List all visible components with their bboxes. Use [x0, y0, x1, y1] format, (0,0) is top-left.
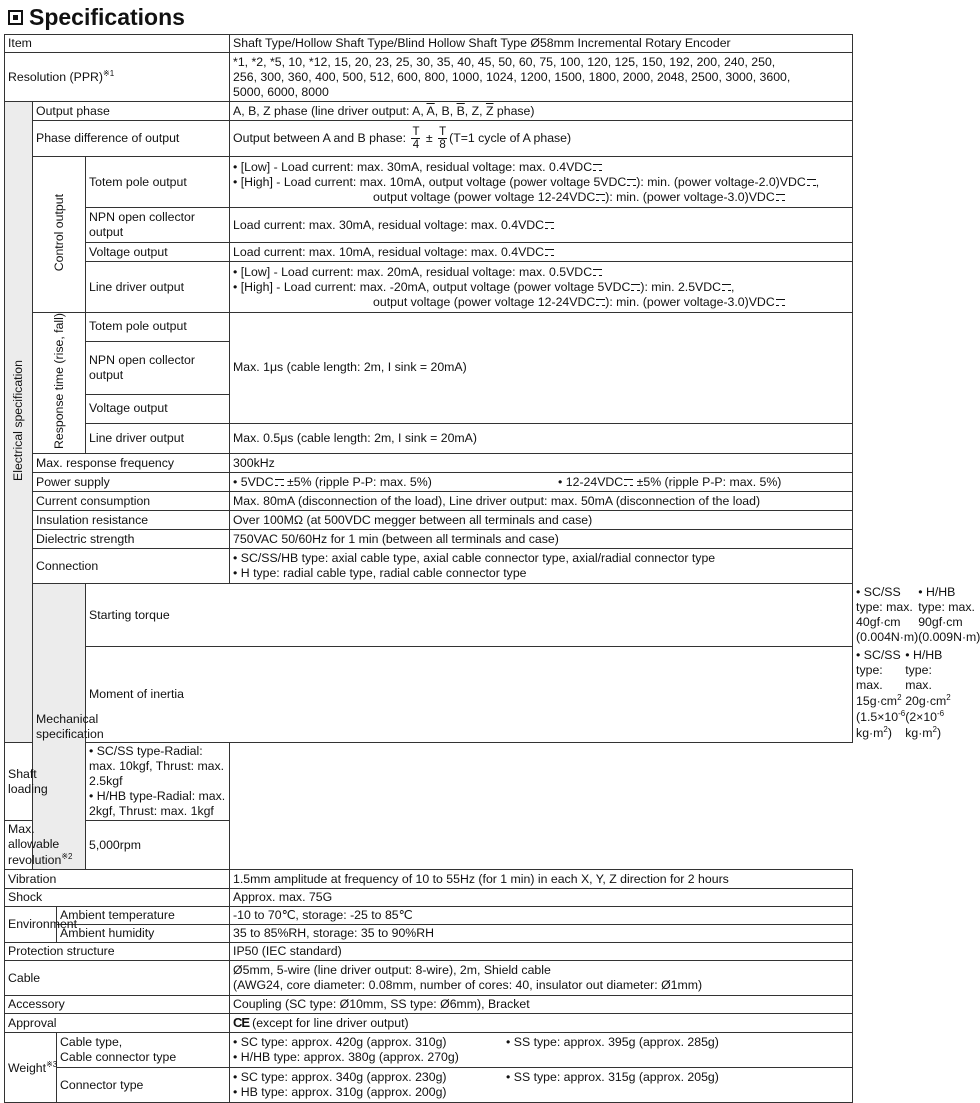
- page-title: Specifications: [29, 3, 185, 30]
- footnote-mark: ※2: [61, 852, 73, 862]
- table-row: [5, 821, 853, 870]
- fraction-t4: $\frac{T}{4}$: [412, 125, 420, 151]
- dc-symbol-icon: [545, 249, 554, 256]
- table-row: Moment of inertia • SC/SS type: max. $15g\cdot cm^2$ ($1.5\times 10^{-6}$ $kg\cdot m^2$) • H/HB type: max. $20g\cdot cm^2$ ($2\times 10^{-6}$ $kg\cdot m^2$): [5, 647, 853, 743]
- specifications-table: [4, 34, 980, 1103]
- starting-torque-label: Starting torque: [86, 584, 853, 647]
- table-row: [5, 492, 853, 511]
- dc-symbol-icon: [722, 284, 731, 291]
- approval-label: Approval: [5, 1014, 230, 1033]
- table-row: [5, 262, 853, 313]
- table-row: Mechanical specification Starting torque • SC/SS type: max. 40gf·cm (0.004N·m) • H/HB type: max. 90gf·cm (0.009N·m): [5, 584, 853, 647]
- line-driver-label: Line driver output: [86, 262, 230, 313]
- table-row: [5, 1068, 853, 1103]
- protection-label: Protection structure: [5, 943, 230, 961]
- shock-label: Shock: [5, 889, 230, 907]
- dc-symbol-icon: [596, 194, 605, 201]
- vibration-label: Vibration: [5, 870, 230, 889]
- max-revolution-value: 5,000rpm: [86, 821, 230, 870]
- moment-inertia-label: Moment of inertia: [86, 647, 853, 743]
- dielectric-value: 750VAC 50/60Hz for 1 min (between all terminals and case): [230, 530, 853, 549]
- shaft-loading-value: • SC/SS type-Radial: max. 10kgf, Thrust: max. 2.5kgf • H/HB type-Radial: max. 2kgf, Thrust: max. 1kgf: [86, 743, 230, 821]
- totem-pole-value: • [Low] - Load current: max. 30mA, residual voltage: max. 0.4VDC • [High] - Load current: max. 10mA, output voltage (power voltage 5VDC ): min. (power voltage-2.0)VDC , output voltage (power voltage 12-24VDC ): min. (power voltage-3.0)VDC: [230, 157, 853, 208]
- table-row: [5, 511, 853, 530]
- table-row: [5, 157, 853, 208]
- table-row: [5, 121, 853, 157]
- table-row: [5, 313, 853, 342]
- cable-type-label: Cable type, Cable connector type: [57, 1033, 230, 1068]
- table-row: [5, 961, 853, 996]
- dc-symbol-icon: [596, 299, 605, 306]
- weight-group: Weight$^{※3}$: [5, 1033, 57, 1103]
- totem-pole-label: Totem pole output: [86, 157, 230, 208]
- rt-totem-label: Totem pole output: [86, 313, 230, 342]
- table-row: [5, 423, 853, 453]
- connector-type-weight-value: • SC type: approx. 340g (approx. 230g) • SS type: approx. 315g (approx. 205g) • HB type: approx. 310g (approx. 200g): [230, 1068, 853, 1103]
- dc-symbol-icon: [275, 479, 284, 486]
- electrical-spec-group: Electrical specification: [5, 102, 33, 743]
- footnote-mark: ※3: [46, 1059, 58, 1069]
- table-row: [5, 53, 853, 102]
- dc-symbol-icon: [593, 269, 602, 276]
- current-consumption-label: Current consumption: [33, 492, 230, 511]
- rt-line-driver-label: Line driver output: [86, 423, 230, 453]
- table-row: [5, 743, 853, 821]
- environment-group: Environment: [5, 907, 57, 943]
- protection-value: IP50 (IEC standard): [230, 943, 853, 961]
- ambient-humidity-label: Ambient humidity: [57, 925, 230, 943]
- ambient-temperature-value: -10 to 70℃, storage: -25 to 85℃: [230, 907, 853, 925]
- table-row: [5, 454, 853, 473]
- control-output-group: Control output: [33, 157, 86, 313]
- dc-symbol-icon: [807, 179, 816, 186]
- voltage-output-label: Voltage output: [86, 243, 230, 262]
- cable-label: Cable: [5, 961, 230, 996]
- max-revolution-label: Max. allowable revolution$^{※2}$: [5, 821, 57, 870]
- dielectric-label: Dielectric strength: [33, 530, 230, 549]
- response-time-group: Response time (rise, fall): [33, 313, 86, 454]
- cable-value: Ø5mm, 5-wire (line driver output: 8-wire), 2m, Shield cable (AWG24, core diameter: 0.08mm, number of cores: 40, insulator out diameter: Ø1mm): [230, 961, 853, 996]
- accessory-value: Coupling (SC type: Ø10mm, SS type: Ø6mm), Bracket: [230, 996, 853, 1014]
- table-row: [5, 102, 853, 121]
- table-row: [5, 889, 853, 907]
- insulation-value: Over 100MΩ (at 500VDC megger between all terminals and case): [230, 511, 853, 530]
- dc-symbol-icon: [545, 222, 554, 229]
- table-row: [5, 870, 853, 889]
- table-row: [5, 1014, 853, 1033]
- fraction-t8: $\frac{T}{8}$: [439, 125, 447, 151]
- connection-value: • SC/SS/HB type: axial cable type, axial cable connector type, axial/radial connector type • H type: radial cable type, radial cable connector type: [230, 549, 853, 584]
- connection-label: Connection: [33, 549, 230, 584]
- ambient-humidity-value: 35 to 85%RH, storage: 35 to 90%RH: [230, 925, 853, 943]
- dc-symbol-icon: [776, 194, 785, 201]
- footnote-mark: ※1: [103, 68, 115, 78]
- npn-label: NPN open collector output: [86, 208, 230, 243]
- ambient-temperature-label: Ambient temperature: [57, 907, 230, 925]
- table-row: [5, 549, 853, 584]
- table-row: [5, 208, 853, 243]
- accessory-label: Accessory: [5, 996, 230, 1014]
- table-row: [5, 907, 853, 925]
- rt-npn-label: NPN open collector output: [86, 341, 230, 394]
- phase-difference-value: Output between A and B phase: $\frac{T}{4}$ ± $\frac{T}{8}$ (T=1 cycle of A phase): [230, 121, 853, 157]
- shaft-loading-label: Shaft loading: [5, 743, 57, 821]
- voltage-output-value: Load current: max. 10mA, residual voltage: max. 0.4VDC: [230, 243, 853, 262]
- table-row: [5, 996, 853, 1014]
- table-row: [5, 243, 853, 262]
- vibration-value: 1.5mm amplitude at frequency of 10 to 55Hz (for 1 min) in each X, Y, Z direction for 2 hours: [230, 870, 853, 889]
- cable-type-weight-value: • SC type: approx. 420g (approx. 310g) • SS type: approx. 395g (approx. 285g) • H/HB type: approx. 380g (approx. 270g): [230, 1033, 853, 1068]
- npn-value: Load current: max. 30mA, residual voltage: max. 0.4VDC: [230, 208, 853, 243]
- table-row: [5, 473, 853, 492]
- resolution-label: Resolution (PPR)$^{※1}$: [5, 53, 230, 102]
- dc-symbol-icon: [624, 479, 633, 486]
- output-phase-value: A, B, Z phase (line driver output: A, $\overline{A}$, B, $\overline{B}$, Z, $\overline{Z}$ phase): [230, 102, 853, 121]
- approval-value: CE (except for line driver output): [230, 1014, 853, 1033]
- rt-voltage-label: Voltage output: [86, 394, 230, 423]
- ce-mark-icon: CE: [233, 1015, 250, 1031]
- dc-symbol-icon: [776, 299, 785, 306]
- square-bullet-icon: [8, 10, 23, 25]
- table-row: [5, 35, 853, 53]
- output-phase-label: Output phase: [33, 102, 230, 121]
- current-consumption-value: Max. 80mA (disconnection of the load), Line driver output: max. 50mA (disconnection of the load): [230, 492, 853, 511]
- connector-type-label: Connector type: [57, 1068, 230, 1103]
- item-value: Shaft Type/Hollow Shaft Type/Blind Hollow Shaft Type Ø58mm Incremental Rotary Encoder: [230, 35, 853, 53]
- dc-symbol-icon: [593, 164, 602, 171]
- item-label: Item: [5, 35, 230, 53]
- rt-value-2: Max. 0.5μs (cable length: 2m, I sink = 20mA): [230, 423, 853, 453]
- mechanical-spec-group: Mechanical specification: [33, 584, 86, 870]
- shock-value: Approx. max. 75G: [230, 889, 853, 907]
- table-row: [5, 530, 853, 549]
- table-row: [5, 925, 853, 943]
- power-supply-value: • 5VDC ±5% (ripple P-P: max. 5%) • 12-24VDC ±5% (ripple P-P: max. 5%): [230, 473, 853, 492]
- rt-value-1: Max. 1μs (cable length: 2m, I sink = 20mA): [230, 313, 853, 424]
- insulation-label: Insulation resistance: [33, 511, 230, 530]
- table-row: [5, 943, 853, 961]
- line-driver-value: • [Low] - Load current: max. 20mA, residual voltage: max. 0.5VDC • [High] - Load current: max. -20mA, output voltage (power voltage 5VDC ): min. 2.5VDC , output voltage (power voltage 12-24VDC ): min. (power voltage-3.0)VDC: [230, 262, 853, 313]
- section-title: [8, 2, 185, 32]
- max-frequency-value: 300kHz: [230, 454, 853, 473]
- table-row: [5, 1033, 853, 1068]
- resolution-value: *1, *2, *5, 10, *12, 15, 20, 23, 25, 30, 35, 40, 45, 50, 60, 75, 100, 120, 125, 150, 192, 200, 240, 250, 256, 300, 360, 400, 500, 512, 600, 800, 1000, 1024, 1200, 1500, 1800, 2000, 2048, 2500, 3000, 3600, 5000, 6000, 8000: [230, 53, 853, 102]
- max-frequency-label: Max. response frequency: [33, 454, 230, 473]
- dc-symbol-icon: [627, 179, 636, 186]
- phase-difference-label: Phase difference of output: [33, 121, 230, 157]
- power-supply-label: Power supply: [33, 473, 230, 492]
